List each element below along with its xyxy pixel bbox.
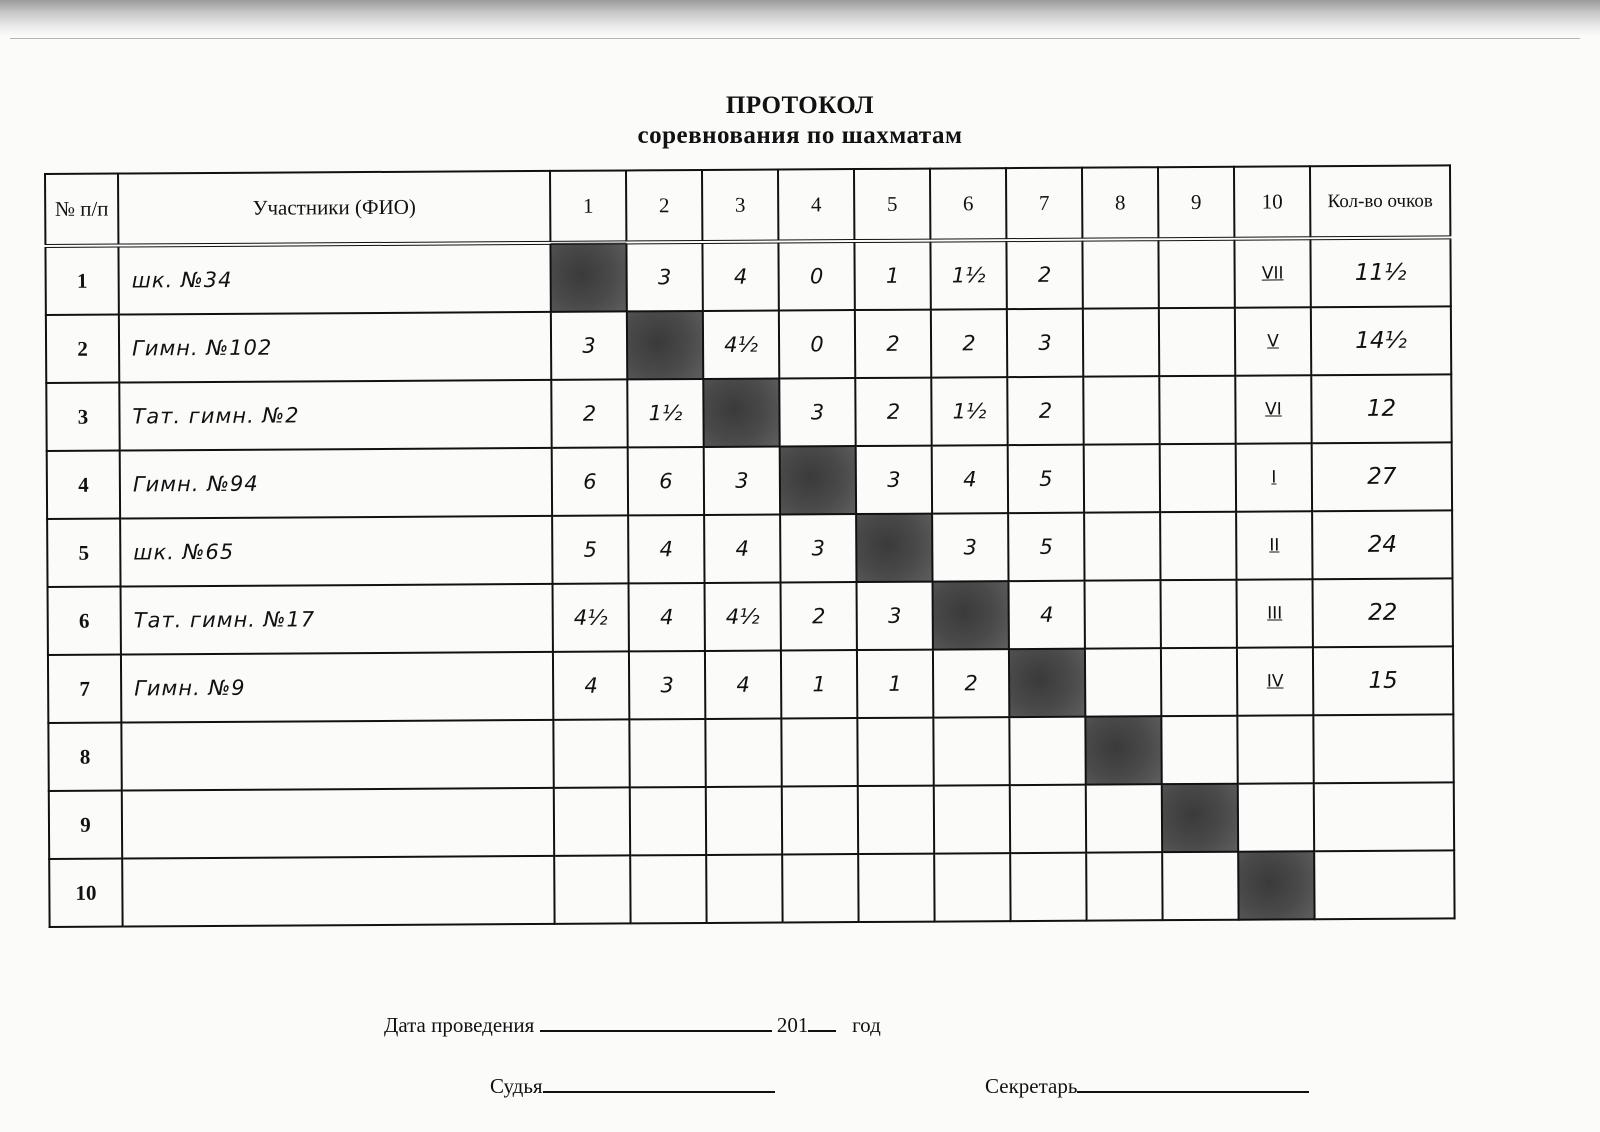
place-cell: I <box>1236 443 1312 511</box>
score-cell <box>1161 580 1237 648</box>
score-cell <box>1010 853 1086 921</box>
date-blank <box>540 1029 772 1032</box>
judge-blank <box>543 1090 775 1093</box>
score-cell <box>1085 580 1161 648</box>
participant-name <box>122 788 554 859</box>
table-row <box>49 850 1454 927</box>
score-cell <box>1086 852 1162 920</box>
total-points-cell: 24 <box>1312 510 1452 579</box>
score-cell: 3 <box>932 513 1008 581</box>
secretary-label: Секретарь <box>985 1074 1078 1098</box>
total-points-cell: 15 <box>1313 646 1453 715</box>
row-number: 9 <box>49 791 122 859</box>
total-points-cell: 11½ <box>1310 237 1450 307</box>
score-cell: 1½ <box>931 377 1007 445</box>
score-cell <box>1159 308 1235 376</box>
score-cell: 2 <box>855 310 931 378</box>
table-row <box>45 237 1450 315</box>
scan-edge-line <box>10 38 1580 39</box>
score-cell <box>630 787 706 855</box>
score-cell: 3 <box>856 446 932 514</box>
score-cell <box>1010 785 1086 853</box>
diagonal-shaded-cell <box>703 379 779 447</box>
score-cell: 4 <box>932 445 1008 513</box>
score-cell <box>1084 444 1160 512</box>
score-cell <box>553 719 629 787</box>
score-cell: 1 <box>857 650 933 718</box>
score-cell: 2 <box>933 649 1009 717</box>
score-cell <box>1083 376 1159 444</box>
date-line <box>384 1013 881 1038</box>
col-header-opponent-7: 7 <box>1006 168 1082 240</box>
score-cell: 2 <box>781 582 857 650</box>
participant-name: Тат. гимн. №2 <box>119 380 551 451</box>
table-row <box>47 442 1452 519</box>
row-number: 5 <box>47 519 120 587</box>
score-cell: 3 <box>629 651 705 719</box>
score-cell: 2 <box>1007 377 1083 445</box>
score-cell <box>554 787 630 855</box>
col-header-opponent-4: 4 <box>778 169 854 241</box>
score-cell <box>629 719 705 787</box>
year-suffix: год <box>852 1013 881 1037</box>
score-cell <box>933 717 1009 785</box>
score-cell <box>1086 784 1162 852</box>
score-cell: 4½ <box>705 583 781 651</box>
score-cell <box>857 718 933 786</box>
score-cell <box>1082 239 1158 308</box>
score-cell <box>1158 239 1234 308</box>
total-points-cell: 22 <box>1313 578 1453 647</box>
header <box>0 92 1600 150</box>
table-header-row <box>45 165 1450 246</box>
diagonal-shaded-cell <box>1085 716 1161 784</box>
row-number: 1 <box>45 246 118 315</box>
score-cell: 2 <box>931 309 1007 377</box>
participant-name <box>122 856 554 927</box>
participant-name <box>121 720 553 791</box>
score-cell: 1 <box>854 241 930 310</box>
participant-name: Гимн. №94 <box>120 448 552 519</box>
score-cell: 3 <box>779 378 855 446</box>
score-cell: 3 <box>780 514 856 582</box>
score-cell: 1½ <box>627 379 703 447</box>
score-cell <box>1161 648 1237 716</box>
diagonal-shaded-cell <box>1238 851 1314 919</box>
diagonal-shaded-cell <box>780 446 856 514</box>
score-cell: 3 <box>857 582 933 650</box>
score-cell: 4 <box>705 651 781 719</box>
row-number: 4 <box>47 451 120 519</box>
score-cell: 6 <box>628 447 704 515</box>
place-cell <box>1237 715 1313 783</box>
participant-name: шк. №65 <box>120 516 552 587</box>
table-row <box>46 306 1451 383</box>
diagonal-shaded-cell <box>550 242 626 311</box>
score-cell: 4 <box>704 515 780 583</box>
judge-line <box>490 1074 775 1099</box>
score-cell: 1 <box>781 650 857 718</box>
score-cell <box>858 854 934 922</box>
col-header-number: № п/п <box>45 174 118 246</box>
participant-name: шк. №34 <box>118 243 550 315</box>
score-cell: 5 <box>552 515 628 583</box>
score-cell: 3 <box>626 242 702 311</box>
score-cell: 4 <box>628 515 704 583</box>
results-table <box>44 164 1456 928</box>
table-row <box>48 578 1453 655</box>
score-cell <box>1159 376 1235 444</box>
table-row <box>49 782 1454 859</box>
judge-label: Судья <box>490 1074 543 1098</box>
score-cell: 5 <box>1008 445 1084 513</box>
score-cell: 3 <box>704 447 780 515</box>
score-cell: 4½ <box>703 311 779 379</box>
row-number: 3 <box>46 383 119 451</box>
place-cell: VII <box>1234 238 1310 307</box>
score-cell: 4 <box>702 242 778 311</box>
secretary-line <box>985 1074 1309 1099</box>
row-number: 10 <box>49 859 122 927</box>
protocol-sheet <box>44 164 1454 928</box>
score-cell <box>1160 444 1236 512</box>
score-cell: 4 <box>629 583 705 651</box>
score-cell: 4 <box>553 651 629 719</box>
score-cell <box>1084 512 1160 580</box>
score-cell: 3 <box>551 311 627 379</box>
col-header-participants: Участники (ФИО) <box>118 171 550 246</box>
score-cell <box>1162 852 1238 920</box>
col-header-opponent-2: 2 <box>626 170 702 242</box>
score-cell <box>1160 512 1236 580</box>
participant-name: Тат. гимн. №17 <box>121 584 553 655</box>
diagonal-shaded-cell <box>627 311 703 379</box>
score-cell <box>706 787 782 855</box>
score-cell: 1½ <box>930 240 1006 309</box>
row-number: 2 <box>46 315 119 383</box>
score-cell <box>630 855 706 923</box>
place-cell: IV <box>1237 647 1313 715</box>
col-header-opponent-1: 1 <box>550 170 626 242</box>
total-points-cell <box>1314 850 1454 919</box>
date-label: Дата проведения <box>384 1013 535 1037</box>
total-points-cell: 14½ <box>1311 306 1451 375</box>
score-cell: 0 <box>778 241 854 310</box>
table-row <box>46 374 1451 451</box>
participant-name: Гимн. №9 <box>121 652 553 723</box>
year-blank <box>808 1029 836 1032</box>
participant-name: Гимн. №102 <box>119 312 551 383</box>
col-header-opponent-8: 8 <box>1082 167 1158 239</box>
score-cell: 3 <box>1007 309 1083 377</box>
col-header-opponent-10: 10 <box>1234 166 1310 238</box>
score-cell: 4 <box>1009 581 1085 649</box>
secretary-blank <box>1077 1090 1309 1093</box>
total-points-cell: 27 <box>1312 442 1452 511</box>
total-points-cell: 12 <box>1311 374 1451 443</box>
score-cell: 2 <box>1006 240 1082 309</box>
score-cell <box>934 853 1010 921</box>
scan-edge-shadow <box>0 0 1600 36</box>
col-header-opponent-3: 3 <box>702 170 778 242</box>
score-cell: 0 <box>779 310 855 378</box>
diagonal-shaded-cell <box>1009 649 1085 717</box>
score-cell <box>934 785 1010 853</box>
col-header-opponent-6: 6 <box>930 168 1006 240</box>
page-subtitle: соревнования по шахматам <box>637 122 963 149</box>
row-number: 6 <box>48 587 121 655</box>
score-cell: 6 <box>552 447 628 515</box>
total-points-cell <box>1314 782 1454 851</box>
place-cell: V <box>1235 307 1311 375</box>
table-row <box>47 510 1452 587</box>
year-prefix: 201 <box>776 1013 809 1037</box>
score-cell <box>782 786 858 854</box>
score-cell <box>1161 716 1237 784</box>
score-cell <box>554 855 630 923</box>
table-row <box>48 714 1453 791</box>
place-cell: III <box>1237 579 1313 647</box>
place-cell <box>1238 783 1314 851</box>
table-body <box>45 237 1454 927</box>
col-header-opponent-9: 9 <box>1158 167 1234 239</box>
table-row <box>48 646 1453 723</box>
score-cell <box>705 719 781 787</box>
col-header-opponent-5: 5 <box>854 169 930 241</box>
score-cell: 4½ <box>553 583 629 651</box>
score-cell: 2 <box>551 379 627 447</box>
col-header-points: Кол-во очков <box>1310 165 1450 238</box>
diagonal-shaded-cell <box>933 581 1009 649</box>
score-cell <box>706 855 782 923</box>
score-cell <box>1083 308 1159 376</box>
score-cell <box>781 718 857 786</box>
row-number: 7 <box>48 655 121 723</box>
score-cell: 2 <box>855 378 931 446</box>
score-cell <box>1009 717 1085 785</box>
place-cell: II <box>1236 511 1312 579</box>
score-cell <box>858 786 934 854</box>
place-cell: VI <box>1235 375 1311 443</box>
score-cell <box>1085 648 1161 716</box>
score-cell <box>782 854 858 922</box>
diagonal-shaded-cell <box>856 514 932 582</box>
total-points-cell <box>1313 714 1453 783</box>
score-cell: 5 <box>1008 513 1084 581</box>
page-title: ПРОТОКОЛ <box>725 92 875 119</box>
diagonal-shaded-cell <box>1162 784 1238 852</box>
row-number: 8 <box>48 723 121 791</box>
